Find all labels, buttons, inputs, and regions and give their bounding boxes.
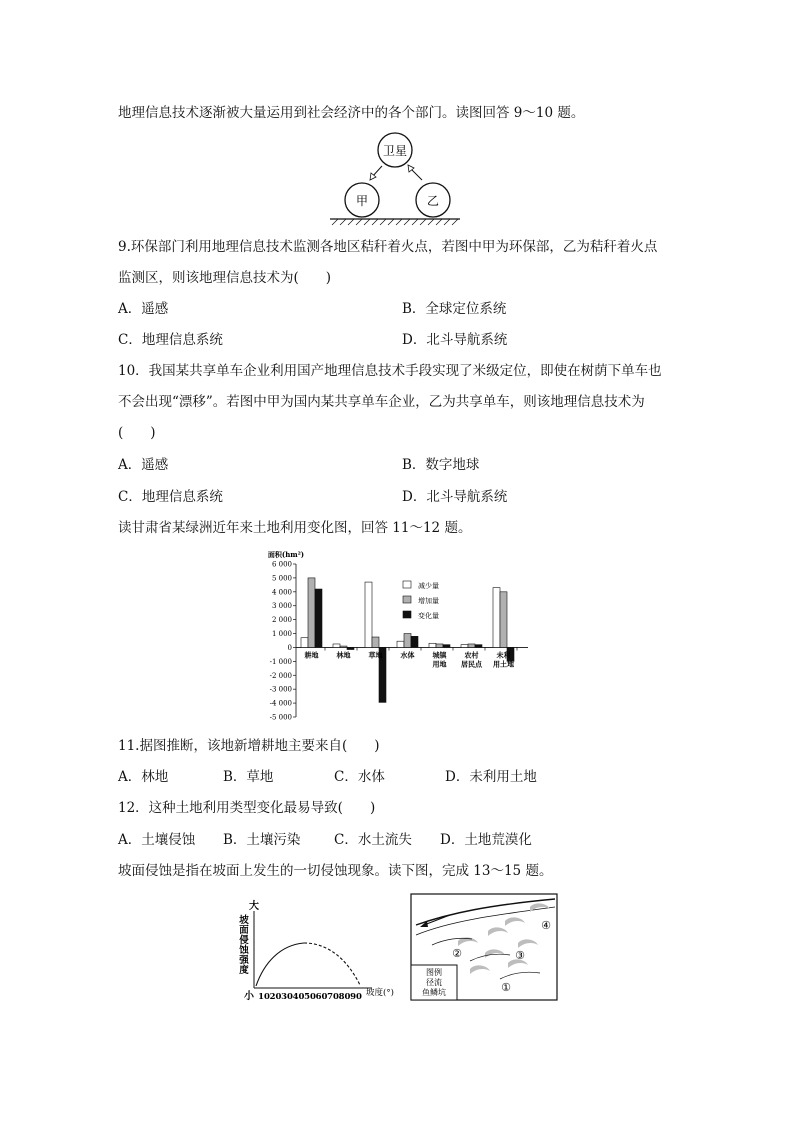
q9-option-c: C．地理信息系统 [118,332,223,348]
bar-增加量 [340,646,347,647]
q11-option-a: A．林地 [118,769,169,785]
q9-option-d: D．北斗导航系统 [402,332,508,348]
x-tick-label: 60 [315,992,328,1002]
land-use-chart [258,547,538,727]
y-tick-label: -3 000 [269,685,292,694]
bar-增加量 [468,644,475,647]
bar-变化量 [475,645,482,648]
bar-增加量 [308,578,315,648]
bar-减少量 [461,645,468,648]
y-label-char: 强 [239,955,249,966]
category-label: 草地 [368,650,383,660]
q12-option-b: B．土壤污染 [223,832,301,848]
q10-option-c: C．地理信息系统 [118,489,223,505]
y-bottom-label: 小 [244,991,254,1002]
bar-增加量 [500,592,507,648]
category-label: 用土地 [493,659,514,669]
x-tick-label: 90 [350,992,362,1002]
q10-stem-line1: 10．我国某共享单车企业利用国产地理信息技术手段实现了米级定位，即使在树荫下单车也 [118,363,662,379]
y-tick-label: 4 000 [271,588,292,597]
yi-label: 乙 [426,194,440,208]
y-label-char: 坡 [239,915,249,926]
erosion-map-figure [410,893,558,1001]
y-tick-label: 5 000 [271,574,292,583]
bar-减少量 [397,641,404,647]
jia-label: 甲 [355,194,369,208]
y-tick-label: 0 [287,643,292,652]
q9-option-b: B．全球定位系统 [402,301,507,317]
legend-runoff: 径流 [426,978,442,987]
bar-减少量 [365,582,372,647]
bar-减少量 [301,638,308,648]
category-label: 城镇 [432,650,447,660]
q11-option-d: D．未利用土地 [445,769,537,785]
bar-变化量 [347,647,354,649]
y-tick-label: 3 000 [271,602,292,611]
q10-option-d: D．北斗导航系统 [402,489,508,505]
bar-变化量 [411,636,418,647]
q12-option-d: D．土地荒漠化 [440,832,532,848]
y-tick-label: -4 000 [269,699,292,708]
x-tick-label: 70 [327,992,339,1002]
y-tick-label: -2 000 [269,671,292,680]
category-label: 未利 [496,650,511,660]
legend-swatch [403,611,411,618]
label-4: ④ [541,919,551,932]
bar-增加量 [404,634,411,648]
category-label: 居民点 [461,659,482,669]
bar-减少量 [333,644,340,647]
legend-swatch [403,596,411,603]
erosion-curve-dashed [304,943,360,985]
q11-stem: 11.据图推断，该地新增耕地主要来自( ) [118,738,380,754]
erosion-curve-figure [232,893,407,1003]
y-tick-label: -1 000 [269,657,292,666]
y-axis-label [238,914,249,976]
category-label: 林地 [336,650,351,660]
bar-增加量 [436,644,443,647]
bar-减少量 [493,588,500,648]
category-label: 用地 [432,659,447,669]
y-top-label: 大 [249,901,259,912]
x-tick-label: 10 [258,992,270,1002]
y-label-char: 面 [239,925,249,936]
bar-变化量 [443,645,450,648]
legend-label: 增加量 [418,597,439,605]
q10-option-b: B．数字地球 [402,457,480,473]
intro-11-12: 读甘肃省某绿洲近年来土地利用变化图，回答 11～12 题。 [118,520,472,536]
x-tick-label: 40 [292,992,305,1002]
erosion-curve-solid [256,943,304,986]
legend-label: 减少量 [418,582,439,590]
bar-增加量 [372,637,379,647]
legend-title: 图例 [426,968,442,977]
q11-option-b: B．草地 [223,769,274,785]
q11-option-c: C．水体 [334,769,385,785]
x-tick-labels [258,992,362,1002]
x-axis-label: 坡度(°) [366,988,394,998]
q10-stem-line3: ( ) [118,425,156,441]
category-label: 水体 [400,650,415,660]
chart-ylabel: 面积(hm²) [267,550,305,559]
x-tick-label: 50 [304,992,316,1002]
label-3: ③ [515,949,525,962]
category-label: 耕地 [304,650,319,660]
q10-option-a: A．遥感 [118,457,169,473]
q10-stem-line2: 不会出现“漂移”。若图中甲为国内某共享单车企业，乙为共享单车，则该地理信息技术为 [118,394,645,410]
y-label-char: 蚀 [239,945,249,956]
ground-hatch [332,219,458,225]
category-label: 农村 [464,650,479,660]
y-tick-label: 6 000 [271,560,292,569]
satellite-diagram [330,130,460,230]
y-tick-label: -5 000 [269,713,292,722]
legend-swatch [403,581,411,588]
y-label-char: 度 [239,965,249,976]
label-1: ① [501,981,511,994]
q9-stem-line1: 9.环保部门利用地理信息技术监测各地区秸秆着火点，若图中甲为环保部，乙为秸秆着火点 [118,239,658,255]
x-tick-label: 80 [338,992,351,1002]
label-2: ② [452,947,462,960]
legend-pits: 鱼鳞坑 [422,988,446,997]
intro-13-15: 坡面侵蚀是指在坡面上发生的一切侵蚀现象。读下图，完成 13～15 题。 [118,863,553,879]
satellite-label: 卫星 [382,144,408,158]
intro-9-10: 地理信息技术逐渐被大量运用到社会经济中的各个部门。读图回答 9～10 题。 [118,105,585,121]
q9-option-a: A．遥感 [118,301,169,317]
q9-stem-line2: 监测区，则该地理信息技术为( ) [118,270,332,286]
x-tick-label: 30 [281,992,293,1002]
y-tick-label: 1 000 [271,630,292,639]
legend-label: 变化量 [418,612,439,620]
x-tick-label: 20 [269,992,282,1002]
q12-option-c: C．水土流失 [334,832,412,848]
bar-减少量 [429,643,436,647]
q12-stem: 12．这种土地利用类型变化最易导致( ) [118,800,376,816]
y-tick-label: 2 000 [271,616,292,625]
bar-变化量 [315,589,322,647]
q12-option-a: A．土壤侵蚀 [118,832,196,848]
y-label-char: 侵 [239,935,249,946]
